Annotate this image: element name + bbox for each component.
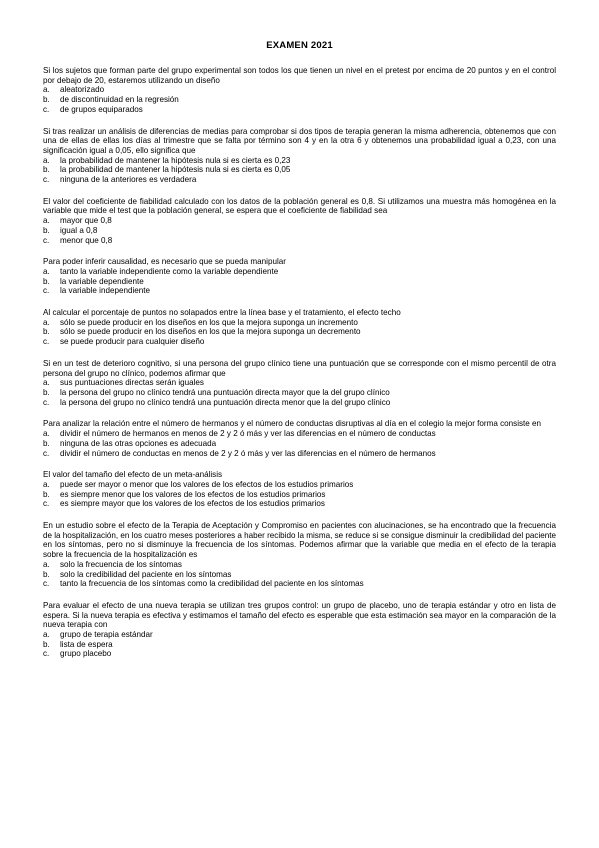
option-text: sólo se puede producir en los diseños en los que la mejora suponga un decremento (60, 327, 361, 337)
answer-option (43, 318, 556, 328)
question-block (43, 257, 556, 296)
question-block (43, 521, 556, 589)
question-stem: Para poder inferir causalidad, es necesario que se pueda manipular (43, 257, 286, 267)
option-letter: c. (43, 286, 50, 296)
answer-option (43, 570, 556, 580)
option-letter: a. (43, 630, 50, 640)
option-letter: b. (43, 225, 50, 235)
option-text: puede ser mayor o menor que los valores de los efectos de los estudios primarios (60, 479, 354, 489)
option-letter: b. (43, 327, 50, 337)
option-text: sus puntuaciones directas serán iguales (60, 378, 204, 388)
question-block (43, 470, 556, 509)
option-text: solo la frecuencia de los síntomas (60, 559, 182, 569)
option-text: dividir el número de hermanos en menos de 2 y 2 ó más y ver las diferencias en el número de conductas (60, 429, 436, 439)
option-letter: c. (43, 649, 50, 659)
option-letter: a. (43, 266, 50, 276)
option-text: la probabilidad de mantener la hipótesis nula si es cierta es 0,05 (60, 165, 291, 175)
answer-option (43, 105, 556, 115)
question-block (43, 127, 556, 185)
answer-option (43, 286, 556, 296)
option-letter: a. (43, 216, 50, 226)
answer-option (43, 216, 556, 226)
option-letter: b. (43, 639, 50, 649)
answer-option (43, 165, 556, 175)
option-text: la probabilidad de mantener la hipótesis nula si es cierta es 0,23 (60, 155, 291, 165)
question-stem: Al calcular el porcentaje de puntos no solapados entre la línea base y el tratamiento, el efecto techo (43, 308, 401, 318)
option-letter: b. (43, 569, 50, 579)
option-letter: b. (43, 276, 50, 286)
option-text: de discontinuidad en la regresión (60, 95, 179, 105)
question-stem: Para analizar la relación entre el número de hermanos y el número de conductas disruptivas al día en el colegio la mejor forma consiste en (43, 419, 542, 429)
option-text: ninguna de la anteriores es verdadera (60, 175, 197, 185)
option-letter: c. (43, 104, 50, 114)
option-text: solo la credibilidad del paciente en los síntomas (60, 569, 232, 579)
answer-option (43, 378, 556, 388)
answer-option (43, 480, 556, 490)
answer-option (43, 490, 556, 500)
question-block (43, 308, 556, 347)
answer-option (43, 175, 556, 185)
answer-option (43, 630, 556, 640)
answer-option (43, 95, 556, 105)
answer-option (43, 267, 556, 277)
question-block (43, 197, 556, 246)
option-text: igual a 0,8 (60, 225, 98, 235)
answer-option (43, 649, 556, 659)
option-letter: b. (43, 438, 50, 448)
answer-option (43, 579, 556, 589)
question-stem: Si tras realizar un análisis de diferencias de medias para comprobar si dos tipos de terapia generan la misma adherencia, obtenemos que con una de ellas de ellas los días al trimestre que se falta por término son 4 y en la otra 6 y obtenemos una probabilidad igual a 0,23, con una significación igual a 0,05, ello significa que (43, 126, 556, 155)
option-letter: c. (43, 499, 50, 509)
option-text: tanto la frecuencia de los síntomas como la credibilidad del paciente en los síntomas (60, 579, 364, 589)
answer-option (43, 640, 556, 650)
option-text: de grupos equiparados (60, 104, 143, 114)
answer-option (43, 277, 556, 287)
option-letter: a. (43, 559, 50, 569)
answer-option (43, 449, 556, 459)
option-text: lista de espera (60, 639, 113, 649)
option-letter: a. (43, 317, 50, 327)
answer-option (43, 85, 556, 95)
option-letter: a. (43, 429, 50, 439)
option-text: tanto la variable independiente como la variable dependiente (60, 266, 279, 276)
answer-option (43, 439, 556, 449)
option-text: aleatorizado (60, 85, 105, 95)
answer-option (43, 398, 556, 408)
option-letter: c. (43, 235, 50, 245)
option-letter: a. (43, 479, 50, 489)
option-text: es siempre mayor que los valores de los efectos de los estudios primarios (60, 499, 325, 509)
option-letter: b. (43, 489, 50, 499)
option-text: la variable dependiente (60, 276, 144, 286)
answer-option (43, 388, 556, 398)
question-list (43, 66, 556, 659)
option-text: es siempre menor que los valores de los efectos de los estudios primarios (60, 489, 326, 499)
question-stem: El valor del tamaño del efecto de un meta-análisis (43, 470, 223, 480)
question-stem: Si en un test de deterioro cognitivo, si una persona del grupo clínico tiene una puntuación que se corresponde con el mismo percentil de otra persona del grupo no clínico, podemos afirmar que (43, 358, 556, 378)
option-letter: b. (43, 95, 50, 105)
answer-option (43, 156, 556, 166)
option-letter: b. (43, 387, 50, 397)
answer-option (43, 337, 556, 347)
option-letter: a. (43, 378, 50, 388)
option-text: grupo de terapia estándar (60, 630, 153, 640)
answer-option (43, 226, 556, 236)
question-stem: El valor del coeficiente de fiabilidad calculado con los datos de la población general es 0,8. Si utilizamos una muestra más homogénea en la variable que mide el test que la población general, se espera que el coeficiente de fiabilidad sea (43, 196, 556, 216)
option-text: la persona del grupo no clínico tendrá una puntuación directa mayor que la del grupo clínico (60, 387, 390, 397)
option-letter: c. (43, 397, 50, 407)
option-letter: a. (43, 85, 50, 95)
answer-option (43, 429, 556, 439)
option-letter: c. (43, 448, 50, 458)
option-text: mayor que 0,8 (60, 216, 112, 226)
option-text: menor que 0,8 (60, 235, 113, 245)
question-block (43, 419, 556, 458)
question-block (43, 359, 556, 408)
option-text: sólo se puede producir en los diseños en los que la mejora suponga un incremento (60, 317, 358, 327)
page-title: EXAMEN 2021 (266, 40, 333, 51)
question-stem: Si los sujetos que forman parte del grupo experimental son todos los que tienen un nivel en el pretest por encima de 20 puntos y en el control por debajo de 20, estaremos utilizando un diseño (43, 66, 556, 85)
option-letter: c. (43, 337, 50, 347)
question-stem: Para evaluar el efecto de una nueva terapia se utilizan tres grupos control: un grupo de placebo, uno de terapia estándar y otro en lista de espera. Si la nueva terapia es efectiva y estimamos el tamaño del efecto es esperable que esta estimación sea mayor en la comparación de la nueva terapia con (43, 600, 556, 630)
question-block (43, 601, 556, 659)
option-letter: c. (43, 175, 50, 185)
answer-option (43, 499, 556, 509)
option-letter: c. (43, 579, 50, 589)
option-text: la persona del grupo no clínico tendrá una puntuación directa menor que la del grupo clínico (60, 397, 391, 407)
option-letter: a. (43, 155, 50, 165)
option-text: ninguna de las otras opciones es adecuada (60, 438, 217, 448)
option-text: la variable independiente (60, 286, 150, 296)
question-block (43, 66, 556, 115)
answer-option (43, 327, 556, 337)
option-text: se puede producir para cualquier diseño (60, 337, 205, 347)
option-text: dividir el número de conductas en menos de 2 y 2 ó más y ver las diferencias en el número de hermanos (60, 448, 436, 458)
answer-option (43, 236, 556, 246)
option-letter: b. (43, 165, 50, 175)
question-stem: En un estudio sobre el efecto de la Terapia de Aceptación y Compromiso en pacientes con alucinaciones, se ha encontrado que la frecuencia de la hospitalización, en los cuatro meses posteriores a haber recibido la misma, se reduce si se consigue disminuir la credibilidad del paciente en los síntomas, pero no si disminuye la frecuencia de los síntomas. Podemos afirmar que la variable que media en el efecto de la terapia sobre la frecuencia de la hospitalización es (43, 521, 556, 560)
option-text: grupo placebo (60, 649, 112, 659)
answer-option (43, 560, 556, 570)
